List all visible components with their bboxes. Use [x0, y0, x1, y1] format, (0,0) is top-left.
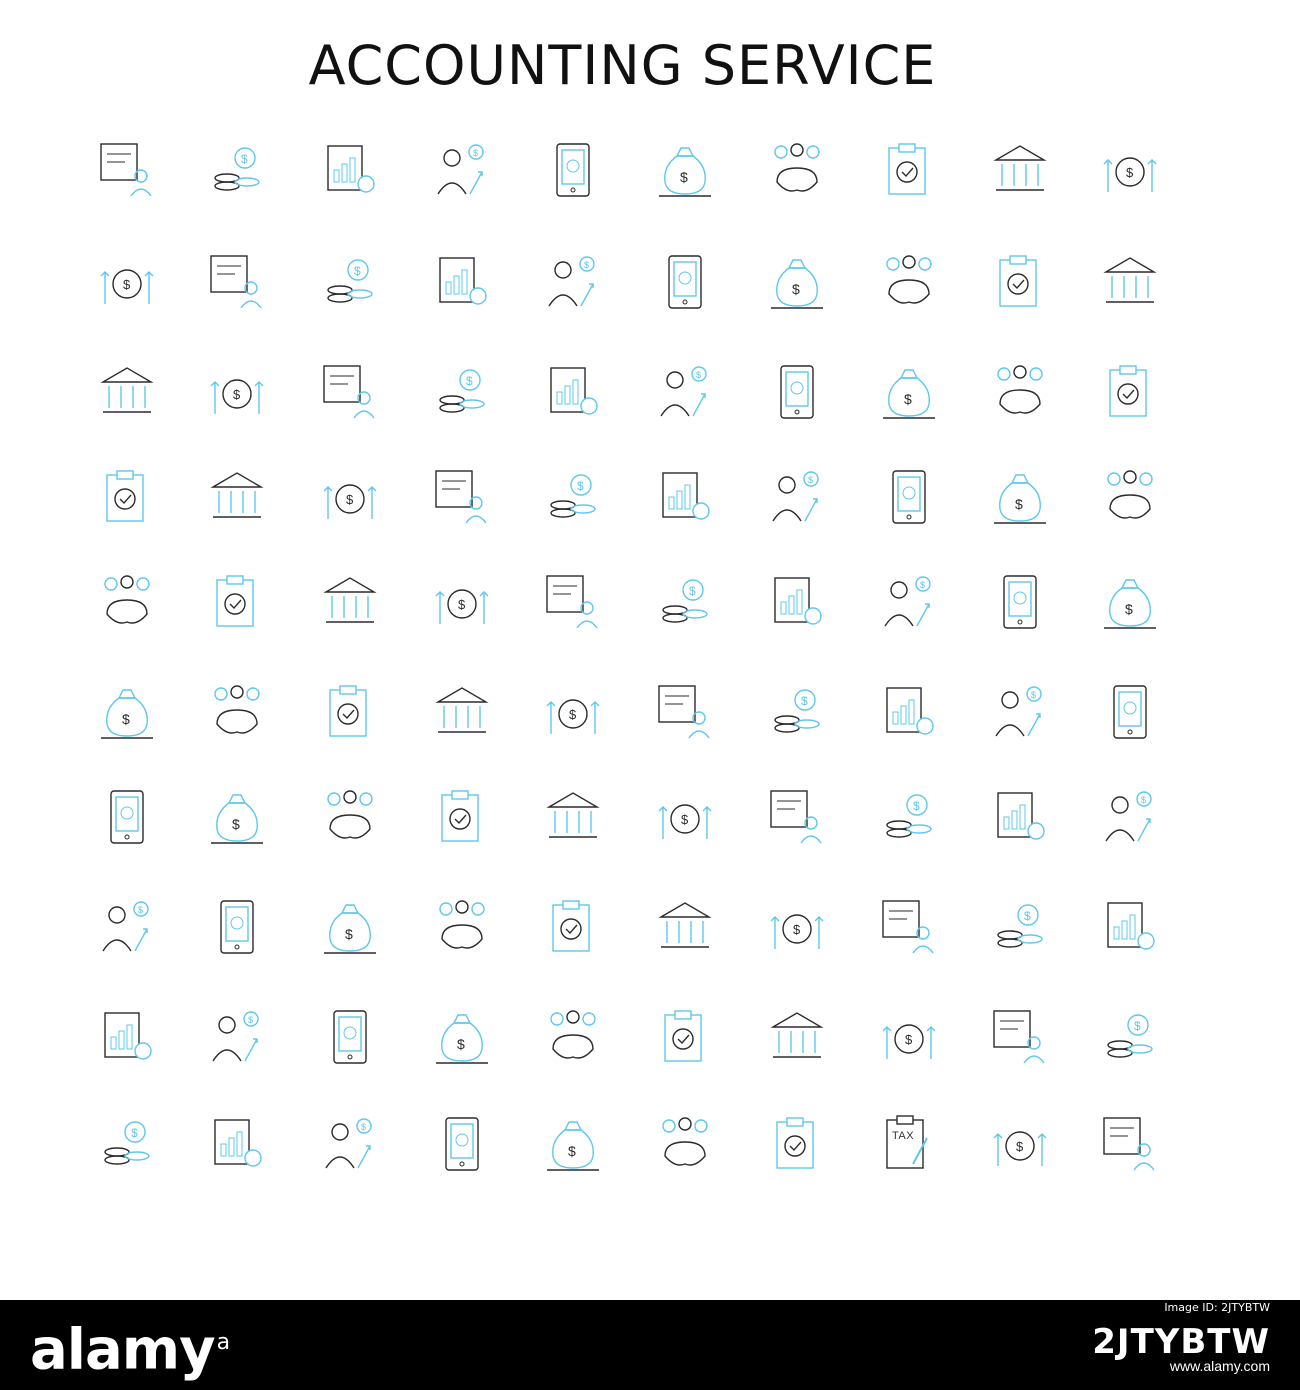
- card-terminal-icon: [877, 360, 941, 424]
- image-id-label: Image ID: 2JTYBTW: [1164, 1301, 1270, 1314]
- key-dollar-icon: [988, 1112, 1052, 1176]
- businessman-idea-icon: [653, 570, 717, 634]
- money-bag-shield-icon: [988, 680, 1052, 744]
- settings-calculator-icon: [430, 1112, 494, 1176]
- svg-text:$: $: [241, 152, 248, 166]
- money-rotate-icon: [318, 895, 382, 959]
- svg-text:$: $: [122, 711, 130, 727]
- svg-text:$: $: [473, 148, 479, 158]
- price-tag-key-icon: [205, 360, 269, 424]
- money-bags-icon: [653, 465, 717, 529]
- mobile-transfer-icon: [95, 895, 159, 959]
- svg-text:$: $: [1141, 795, 1147, 805]
- target-arrow-icon: [653, 250, 717, 314]
- invoice-document-icon: [205, 1005, 269, 1069]
- woman-search-icon: [1098, 360, 1162, 424]
- businessman-briefcase-icon: [653, 138, 717, 202]
- pie-chart-money-icon: [765, 680, 829, 744]
- investment-plant-icon: [541, 570, 605, 634]
- svg-text:$: $: [458, 597, 466, 612]
- svg-text:$: $: [1024, 909, 1031, 923]
- svg-text:$: $: [913, 799, 920, 813]
- notebook-money-icon: [1098, 895, 1162, 959]
- svg-text:$: $: [131, 1126, 138, 1140]
- team-money-icon: [988, 250, 1052, 314]
- customer-support-icon: [1098, 570, 1162, 634]
- svg-text:$: $: [801, 694, 808, 708]
- watermark-footer: [0, 1300, 1300, 1390]
- woman-hr-icon: [988, 570, 1052, 634]
- strong-business-icon: [1098, 138, 1162, 202]
- document-folder-files-icon: [318, 465, 382, 529]
- hand-coins-icon: [765, 1005, 829, 1069]
- investor-growth-icon: [430, 138, 494, 202]
- money-sack-percent-icon: [765, 785, 829, 849]
- dollar-down-icon: [318, 785, 382, 849]
- money-bag-coins-icon: [430, 680, 494, 744]
- svg-text:$: $: [232, 816, 240, 832]
- svg-text:$: $: [681, 812, 689, 827]
- svg-text:$: $: [568, 1143, 576, 1159]
- card-receipt-icon: [541, 895, 605, 959]
- money-cart-icon: [988, 1005, 1052, 1069]
- svg-text:$: $: [346, 492, 354, 507]
- svg-text:$: $: [345, 926, 353, 942]
- monitor-chart-icon: [95, 360, 159, 424]
- tax-clipboard-icon: [877, 1112, 941, 1176]
- business-growth-chart-icon: [205, 250, 269, 314]
- svg-text:$: $: [457, 1036, 465, 1052]
- money-balance-icon: [541, 138, 605, 202]
- svg-text:$: $: [577, 479, 584, 493]
- businessman-money-icon: [318, 1005, 382, 1069]
- svg-text:$: $: [808, 475, 814, 485]
- conveyor-money-icon: [1098, 1112, 1162, 1176]
- profile-document-icon: [95, 1112, 159, 1176]
- laptop-calculator-icon: [205, 465, 269, 529]
- investment-growth-icon: [205, 895, 269, 959]
- business-team-icon: [205, 680, 269, 744]
- tablet-profile-icon: [988, 465, 1052, 529]
- medical-clipboard-icon: [95, 1005, 159, 1069]
- idea-coins-icon: [1098, 250, 1162, 314]
- hand-arrows-icon: [1098, 1005, 1162, 1069]
- tax-label: TAX: [892, 1130, 915, 1142]
- svg-text:$: $: [680, 169, 688, 185]
- money-plant-coins-icon: [95, 465, 159, 529]
- manager-desk-icon: [765, 570, 829, 634]
- woman-money-icon: [95, 680, 159, 744]
- brainstorm-lightbulbs-icon: [318, 138, 382, 202]
- svg-text:$: $: [361, 1122, 367, 1132]
- svg-text:$: $: [1015, 496, 1023, 512]
- image-code: 2JTYBTW: [1092, 1322, 1270, 1362]
- svg-text:$: $: [354, 264, 361, 278]
- bank-building-icon: [988, 138, 1052, 202]
- page-title: ACCOUNTING SERVICE: [308, 34, 937, 97]
- svg-text:$: $: [689, 584, 696, 598]
- credit-card-receipt-icon: [541, 680, 605, 744]
- money-cycle-icon: [318, 680, 382, 744]
- svg-text:$: $: [233, 387, 241, 402]
- svg-text:$: $: [1031, 690, 1037, 700]
- abacus-pen-icon: [541, 1112, 605, 1176]
- justice-scale-icon: [430, 465, 494, 529]
- svg-text:$: $: [1134, 1019, 1141, 1033]
- online-lecture-icon: [318, 360, 382, 424]
- online-consultant-icon: [205, 1112, 269, 1176]
- woman-consultant-icon: [988, 360, 1052, 424]
- cloud-money-search-icon: [318, 250, 382, 314]
- house-percent-icon: [541, 785, 605, 849]
- presentation-board-icon: [95, 138, 159, 202]
- piggy-bank-hand-icon: [653, 1005, 717, 1069]
- svg-text:$: $: [792, 281, 800, 297]
- stacked-boxes-icon: [1098, 785, 1162, 849]
- house-report-icon: [877, 895, 941, 959]
- currency-exchange-icon: [765, 250, 829, 314]
- businessman-certificate-icon: [877, 1005, 941, 1069]
- growth-report-icon: [988, 785, 1052, 849]
- svg-text:$: $: [123, 277, 131, 292]
- document-folder-icon: [765, 360, 829, 424]
- svg-text:$: $: [904, 391, 912, 407]
- brand-logo: alamy$^a$: [30, 1317, 230, 1383]
- svg-text:$: $: [696, 370, 702, 380]
- businessman-coin-icon: [653, 895, 717, 959]
- svg-text:$: $: [569, 707, 577, 722]
- woman-shield-icon: [318, 570, 382, 634]
- checklist-search-icon: [541, 465, 605, 529]
- report-pie-dollar-icon: [318, 1112, 382, 1176]
- svg-text:$: $: [248, 1015, 254, 1025]
- site-url: www.alamy.com: [1169, 1358, 1270, 1374]
- bank-book-icon: [430, 785, 494, 849]
- house-money-bag-icon: [877, 680, 941, 744]
- news-money-icon: [1098, 680, 1162, 744]
- financial-report-icon: [653, 360, 717, 424]
- woman-arrows-icon: [877, 250, 941, 314]
- bag-shield-icon: [988, 895, 1052, 959]
- accountant-woman-icon: [1098, 465, 1162, 529]
- svg-text:$: $: [1126, 165, 1134, 180]
- money-press-icon: [877, 570, 941, 634]
- woman-server-icon: [205, 570, 269, 634]
- chart-calculator-icon: [765, 465, 829, 529]
- svg-text:$: $: [466, 374, 473, 388]
- currency-coins-icon: [653, 1112, 717, 1176]
- money-jar-icon: [95, 785, 159, 849]
- hand-payment-icon: [541, 360, 605, 424]
- svg-text:$: $: [1016, 1139, 1024, 1154]
- businessman-award-icon: [653, 680, 717, 744]
- svg-text:$: $: [793, 922, 801, 937]
- money-scroll-icon: [765, 138, 829, 202]
- svg-text:$: $: [584, 260, 590, 270]
- svg-text:$: $: [138, 905, 144, 915]
- folder-calculator-icon: [541, 1005, 605, 1069]
- search-dashboard-icon: [95, 570, 159, 634]
- svg-text:$: $: [905, 1032, 913, 1047]
- shopping-cart-clock-icon: [877, 785, 941, 849]
- money-jar-percent-icon: [430, 1005, 494, 1069]
- svg-text:$: $: [1125, 601, 1133, 617]
- inbox-documents-icon: [653, 785, 717, 849]
- svg-text:$: $: [920, 580, 926, 590]
- teamwork-arrows-icon: [95, 250, 159, 314]
- mobile-money-icon: [430, 570, 494, 634]
- money-transfer-hand-icon: [765, 1112, 829, 1176]
- abacus-hand-icon: [877, 465, 941, 529]
- pie-chart-dollar-icon: [765, 895, 829, 959]
- businessman-growth-icon: [205, 138, 269, 202]
- approved-clipboard-icon: [430, 360, 494, 424]
- presentation-woman-icon: [541, 250, 605, 314]
- money-inspection-icon: [877, 138, 941, 202]
- upward-target-icon: [430, 250, 494, 314]
- money-bag-stack-icon: [430, 895, 494, 959]
- money-refresh-icon: [205, 785, 269, 849]
